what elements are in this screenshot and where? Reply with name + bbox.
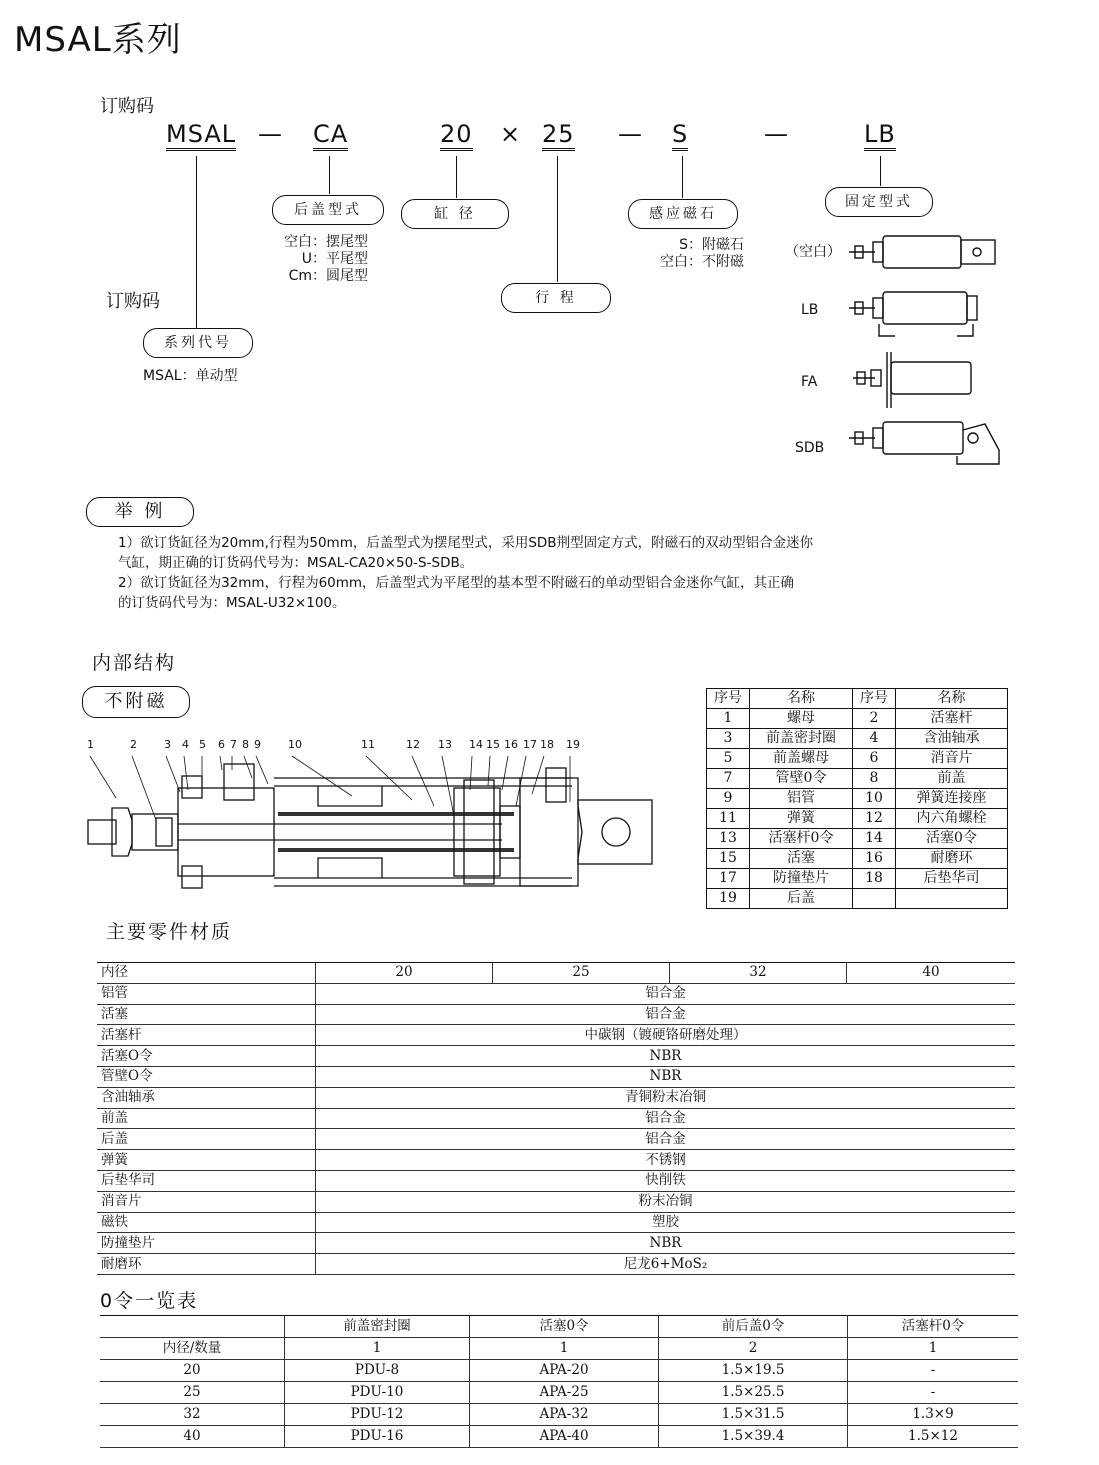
table-row — [707, 749, 1008, 769]
cylinder-fa-drawing — [853, 352, 971, 408]
cell: 6 — [853, 749, 896, 769]
cell: 1 — [707, 709, 750, 729]
mount-label-sdb: SDB — [795, 440, 825, 456]
cell: 螺母 — [750, 709, 853, 729]
oring-table — [100, 1315, 1018, 1448]
magnet-notes — [632, 237, 744, 271]
part-number: 3 — [164, 738, 171, 751]
cell: 尼龙6+MoS₂ — [316, 1254, 1016, 1275]
order-code-label-2: 订购码 — [106, 291, 160, 312]
part-number: 6 — [218, 738, 225, 751]
cell: 5 — [707, 749, 750, 769]
cell: NBR — [316, 1066, 1016, 1087]
cell: 粉末冶铜 — [316, 1191, 1016, 1212]
table-row — [707, 829, 1008, 849]
box-series: 系列代号 — [143, 328, 253, 358]
example-badge: 举 例 — [86, 497, 194, 527]
cell: 1.5×12 — [848, 1426, 1019, 1448]
table-row — [707, 709, 1008, 729]
cell — [896, 889, 1008, 909]
cell: 前盖密封圈 — [750, 729, 853, 749]
connector-series — [196, 156, 197, 328]
cell: 活塞杆 — [97, 1025, 316, 1046]
box-cover-type: 后盖型式 — [272, 195, 384, 225]
connector-mount — [880, 156, 881, 186]
cell: 活塞O令 — [97, 1046, 316, 1067]
header-cell: 名称 — [750, 689, 853, 709]
cell: 弹簧 — [750, 809, 853, 829]
table-row — [97, 1066, 1015, 1087]
cylinder-blank-drawing — [849, 236, 995, 268]
page-title: MSAL系列 — [14, 20, 182, 60]
part-number: 17 — [523, 738, 537, 751]
cell: PDU-16 — [285, 1426, 470, 1448]
cell — [853, 889, 896, 909]
cell: 前盖 — [896, 769, 1008, 789]
magnet-note: 空白：不附磁 — [660, 254, 744, 270]
part-number: 10 — [288, 738, 302, 751]
part-number: 16 — [504, 738, 518, 751]
table-row — [97, 1254, 1015, 1275]
cell: 18 — [853, 869, 896, 889]
table-row — [97, 1150, 1015, 1171]
cell: APA-20 — [470, 1360, 659, 1382]
connector-cover — [329, 156, 330, 194]
order-code-label: 订购码 — [100, 96, 154, 117]
cell: APA-32 — [470, 1404, 659, 1426]
cell: APA-25 — [470, 1382, 659, 1404]
cell: 14 — [853, 829, 896, 849]
cell: 铝管 — [750, 789, 853, 809]
table-row — [707, 769, 1008, 789]
table-row — [97, 1108, 1015, 1129]
cell: 活塞杆0令 — [750, 829, 853, 849]
part-number: 1 — [87, 738, 94, 751]
code-sep-1: — — [258, 120, 283, 148]
cell: 8 — [853, 769, 896, 789]
cell: 管壁0令 — [750, 769, 853, 789]
cell: 4 — [853, 729, 896, 749]
code-series: MSAL — [166, 120, 236, 151]
materials-table — [97, 962, 1015, 1275]
cell: 消音片 — [896, 749, 1008, 769]
code-mount: LB — [864, 120, 896, 151]
cell: 13 — [707, 829, 750, 849]
cell: 含油轴承 — [97, 1087, 316, 1108]
header-cell: 前后盖0令 — [659, 1316, 848, 1338]
table-row — [97, 1004, 1015, 1025]
cell: 9 — [707, 789, 750, 809]
cell: PDU-8 — [285, 1360, 470, 1382]
cell: 前盖螺母 — [750, 749, 853, 769]
cell: 32 — [100, 1404, 285, 1426]
box-bore: 缸 径 — [401, 199, 509, 229]
connector-bore — [456, 156, 457, 198]
code-cover: CA — [313, 120, 348, 151]
cell: APA-40 — [470, 1426, 659, 1448]
table-row — [97, 983, 1015, 1004]
table-row — [100, 1426, 1018, 1448]
cell: 后盖 — [750, 889, 853, 909]
code-sep-2: — — [618, 120, 643, 148]
cell: 快削铁 — [316, 1170, 1016, 1191]
cell: 16 — [853, 849, 896, 869]
table-row — [97, 1212, 1015, 1233]
cell: 内六角螺栓 — [896, 809, 1008, 829]
cell: 活塞0令 — [896, 829, 1008, 849]
cell: 含油轴承 — [896, 729, 1008, 749]
cylinder-lb-drawing — [849, 292, 977, 336]
table-row — [707, 849, 1008, 869]
cell: 后垫华司 — [97, 1170, 316, 1191]
cell: 活塞 — [97, 1004, 316, 1025]
table-row — [97, 1129, 1015, 1150]
cell: 1.3×9 — [848, 1404, 1019, 1426]
cell: 25 — [100, 1382, 285, 1404]
magnet-note: S：附磁石 — [679, 237, 744, 253]
part-number: 15 — [486, 738, 500, 751]
cell: 15 — [707, 849, 750, 869]
cell: 塑胶 — [316, 1212, 1016, 1233]
table-row — [97, 1087, 1015, 1108]
cover-note: U：平尾型 — [301, 251, 368, 267]
cell: 不锈钢 — [316, 1150, 1016, 1171]
cell: 19 — [707, 889, 750, 909]
table-row — [707, 729, 1008, 749]
code-stroke: 25 — [542, 120, 575, 151]
cell: NBR — [316, 1046, 1016, 1067]
part-number: 4 — [182, 738, 189, 751]
oring-title: 0令一览表 — [100, 1290, 199, 1312]
cell: 耐磨环 — [97, 1254, 316, 1275]
cell: 20 — [100, 1360, 285, 1382]
cell: 2 — [853, 709, 896, 729]
example-paragraph — [118, 533, 813, 613]
header-cell — [100, 1316, 285, 1338]
cell: 11 — [707, 809, 750, 829]
code-sep-3: — — [764, 120, 789, 148]
cell: 铝合金 — [316, 983, 1016, 1004]
connector-magnet — [682, 156, 683, 198]
parts-table — [706, 688, 1008, 909]
cell: 活塞杆 — [896, 709, 1008, 729]
cell: 2 — [659, 1338, 848, 1360]
cover-notes — [268, 234, 368, 285]
table-row — [707, 889, 1008, 909]
example-line: 的订货码代号为：MSAL-U32×100。 — [118, 595, 346, 611]
table-row — [707, 809, 1008, 829]
cell: 10 — [853, 789, 896, 809]
cell: 1 — [848, 1338, 1019, 1360]
cell: 3 — [707, 729, 750, 749]
cell: 后垫华司 — [896, 869, 1008, 889]
box-stroke: 行 程 — [501, 283, 611, 313]
table-row — [707, 869, 1008, 889]
cell: 1.5×19.5 — [659, 1360, 848, 1382]
cell: PDU-10 — [285, 1382, 470, 1404]
mount-label-blank: （空白） — [785, 244, 841, 260]
cell: 铝合金 — [316, 1004, 1016, 1025]
table-row — [97, 1233, 1015, 1254]
part-number: 2 — [130, 738, 137, 751]
header-cell: 内径 — [97, 963, 316, 984]
mount-label-lb: LB — [801, 302, 819, 318]
code-magnet: S — [672, 120, 688, 151]
cover-note: Cm：圆尾型 — [288, 268, 368, 284]
mount-drawings — [845, 226, 1015, 476]
header-cell: 前盖密封圈 — [285, 1316, 470, 1338]
cell: 1 — [285, 1338, 470, 1360]
table-row — [100, 1404, 1018, 1426]
part-number: 12 — [406, 738, 420, 751]
cell: 前盖 — [97, 1108, 316, 1129]
table-row — [100, 1360, 1018, 1382]
cell: 弹簧连接座 — [896, 789, 1008, 809]
cell: 耐磨环 — [896, 849, 1008, 869]
materials-title: 主要零件材质 — [106, 921, 233, 943]
example-line: 气缸，期正确的订货码代号为：MSAL-CA20×50-S-SDB。 — [118, 555, 474, 571]
cell: 1.5×25.5 — [659, 1382, 848, 1404]
cell: 7 — [707, 769, 750, 789]
table-header-row — [97, 963, 1015, 984]
cell: 铝合金 — [316, 1108, 1016, 1129]
part-number: 11 — [361, 738, 375, 751]
cell: 内径/数量 — [100, 1338, 285, 1360]
header-cell: 活塞杆0令 — [848, 1316, 1019, 1338]
cell: 弹簧 — [97, 1150, 316, 1171]
part-number: 13 — [438, 738, 452, 751]
table-row — [97, 1170, 1015, 1191]
example-line: 1）欲订货缸径为20mm,行程为50mm，后盖型式为摆尾型式，采用SDB荆型固定方式，附磁石的双动型铝合金迷你 — [118, 535, 814, 551]
series-note: MSAL：单动型 — [143, 368, 238, 384]
header-cell: 序号 — [707, 689, 750, 709]
part-number: 19 — [566, 738, 580, 751]
table-header-row — [100, 1316, 1018, 1338]
cell: NBR — [316, 1233, 1016, 1254]
cell: 17 — [707, 869, 750, 889]
code-times: × — [500, 120, 522, 148]
cell: 1.5×31.5 — [659, 1404, 848, 1426]
cell: 消音片 — [97, 1191, 316, 1212]
connector-stroke — [557, 156, 558, 282]
header-cell: 名称 — [896, 689, 1008, 709]
part-number: 8 — [242, 738, 249, 751]
table-row — [97, 1025, 1015, 1046]
cell: PDU-12 — [285, 1404, 470, 1426]
cell: 青铜粉末冶铜 — [316, 1087, 1016, 1108]
cell: 铝合金 — [316, 1129, 1016, 1150]
header-cell: 40 — [847, 963, 1016, 984]
table-row — [707, 789, 1008, 809]
cell: 中碳钢（镀硬铬研磨处理） — [316, 1025, 1016, 1046]
part-number: 14 — [469, 738, 483, 751]
table-header-row — [707, 689, 1008, 709]
part-number: 5 — [199, 738, 206, 751]
cover-note: 空白：摆尾型 — [284, 234, 368, 250]
cell: 12 — [853, 809, 896, 829]
cylinder-section-drawing — [82, 750, 672, 900]
header-cell: 活塞0令 — [470, 1316, 659, 1338]
table-row — [100, 1382, 1018, 1404]
mount-label-fa: FA — [801, 374, 818, 390]
cell: 管壁O令 — [97, 1066, 316, 1087]
part-number: 7 — [230, 738, 237, 751]
cell: - — [848, 1360, 1019, 1382]
part-number: 9 — [254, 738, 261, 751]
cell: 1 — [470, 1338, 659, 1360]
example-line: 2）欲订货缸径为32mm，行程为60mm，后盖型式为平尾型的基本型不附磁石的单动型铝合金迷你气缸，其正确 — [118, 575, 795, 591]
part-number: 18 — [540, 738, 554, 751]
cell: 活塞 — [750, 849, 853, 869]
header-cell: 20 — [316, 963, 493, 984]
cell: 40 — [100, 1426, 285, 1448]
table-row — [97, 1046, 1015, 1067]
header-cell: 25 — [493, 963, 670, 984]
cell: 防撞垫片 — [97, 1233, 316, 1254]
box-mount: 固定型式 — [825, 187, 933, 217]
header-cell: 序号 — [853, 689, 896, 709]
cell: 防撞垫片 — [750, 869, 853, 889]
table-row — [97, 1191, 1015, 1212]
table-row — [100, 1338, 1018, 1360]
cell: 后盖 — [97, 1129, 316, 1150]
cylinder-sdb-drawing — [849, 422, 999, 464]
box-magnet: 感应磁石 — [628, 199, 738, 229]
cell: 1.5×39.4 — [659, 1426, 848, 1448]
header-cell: 32 — [670, 963, 847, 984]
cell: 磁铁 — [97, 1212, 316, 1233]
cell: - — [848, 1382, 1019, 1404]
code-bore: 20 — [440, 120, 473, 151]
no-magnet-badge: 不附磁 — [82, 686, 190, 718]
internal-title: 内部结构 — [92, 652, 177, 674]
cell: 铝管 — [97, 983, 316, 1004]
